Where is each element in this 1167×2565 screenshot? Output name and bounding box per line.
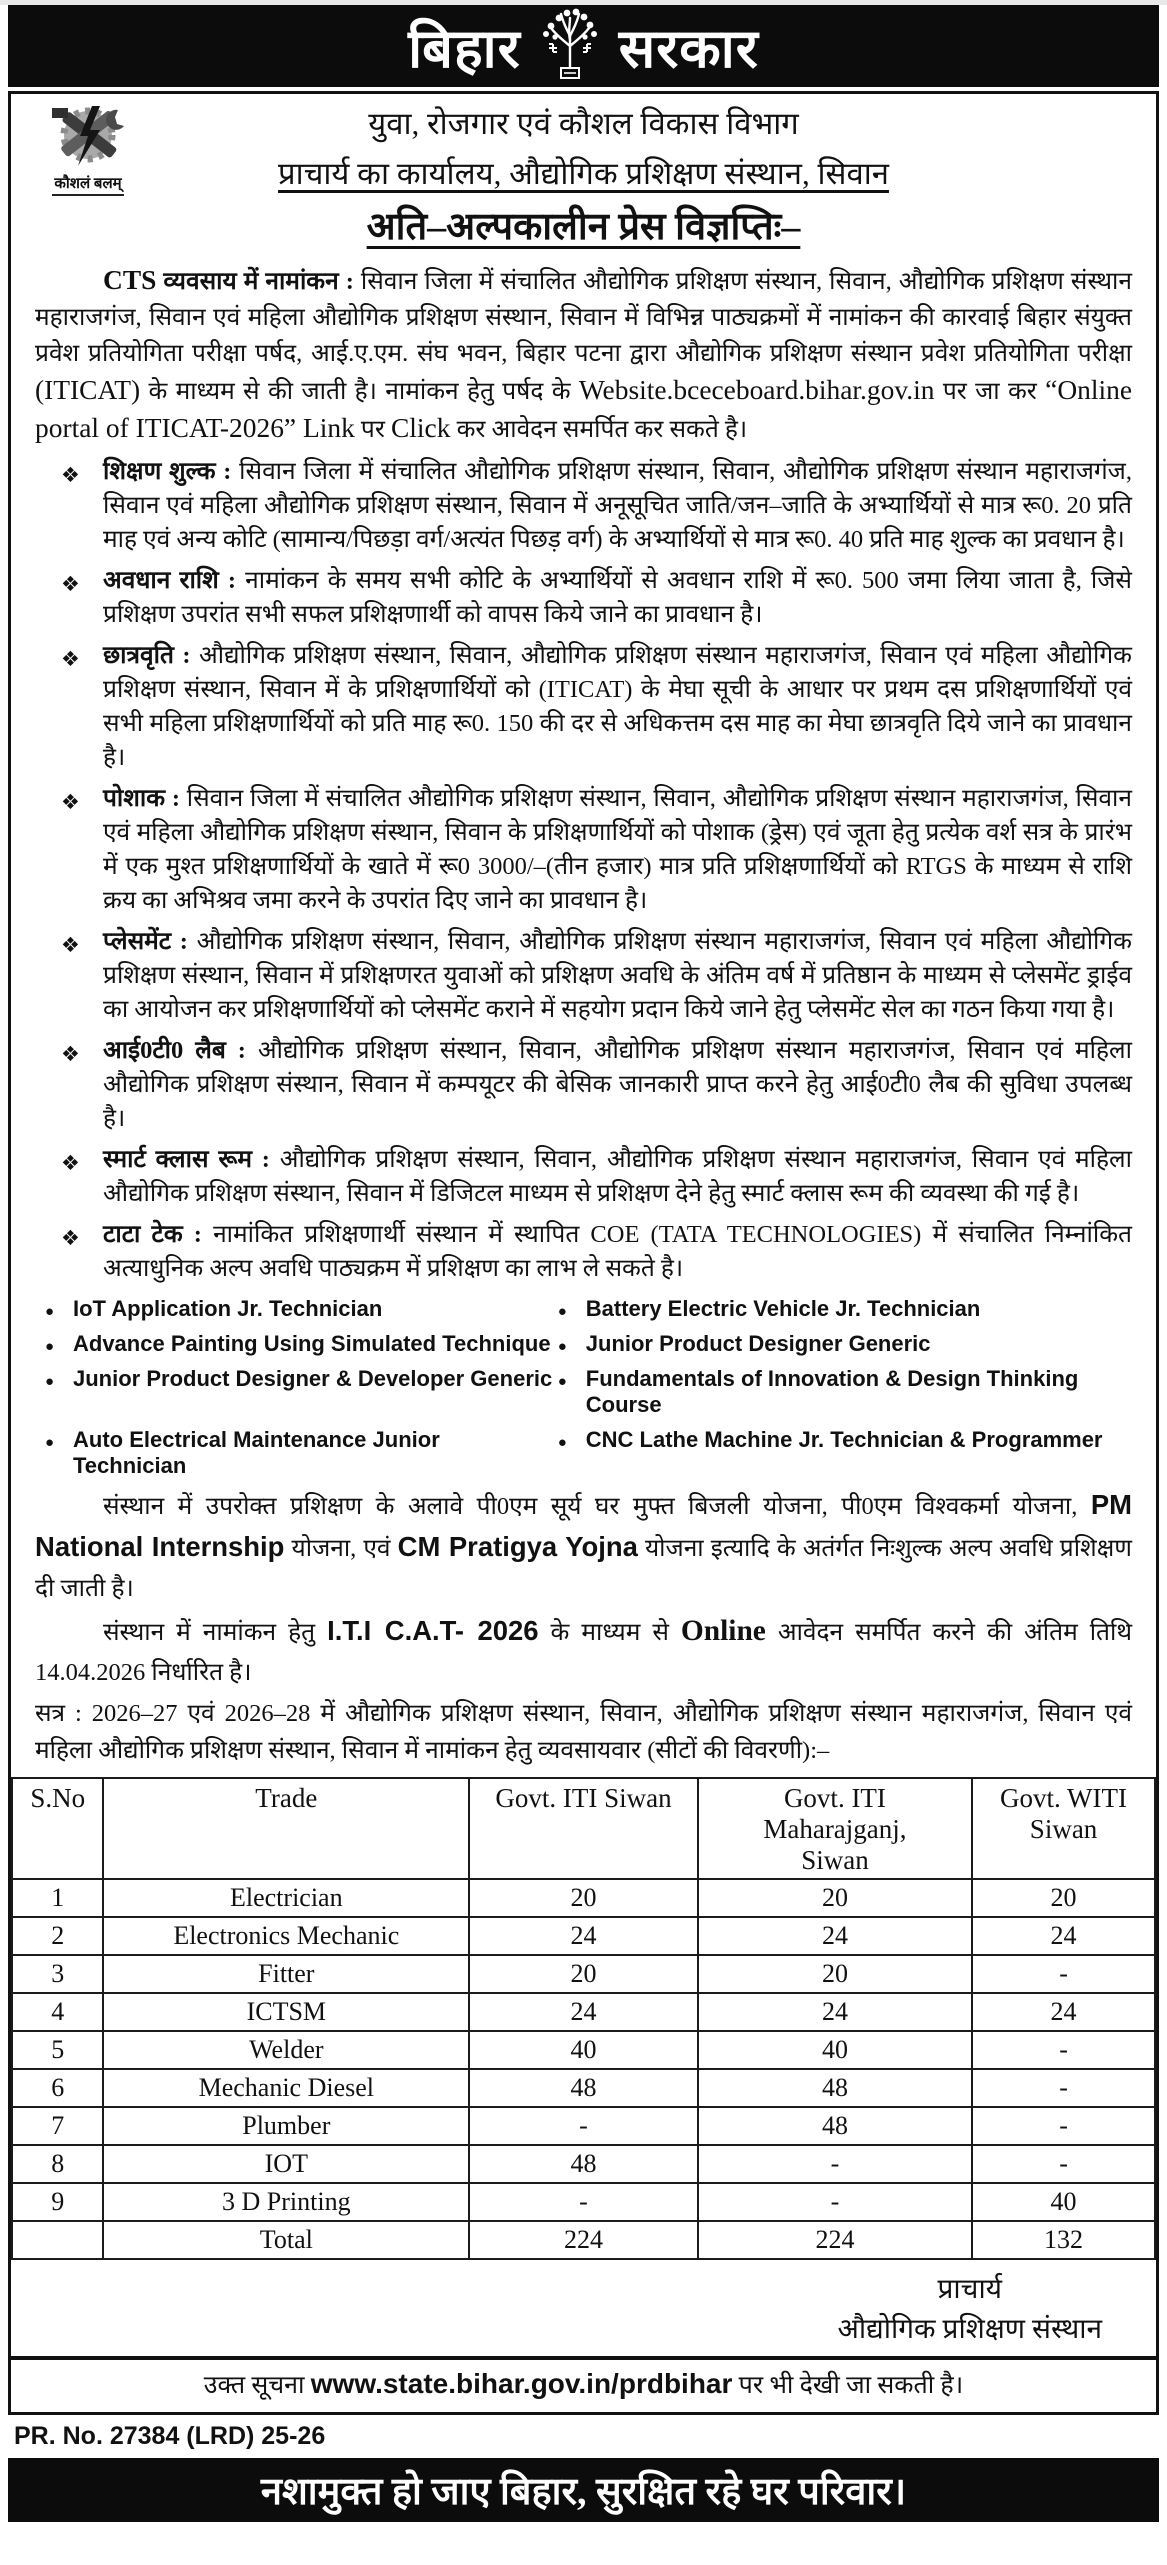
text-segment: उक्त सूचना bbox=[203, 2372, 311, 2399]
table-cell: 40 bbox=[469, 2031, 698, 2069]
diamond-bullet-icon: ❖ bbox=[61, 1226, 80, 1250]
table-cell: - bbox=[698, 2183, 972, 2221]
benefit-list bbox=[35, 455, 1132, 1286]
table-cell: - bbox=[972, 1955, 1155, 1993]
table-cell: - bbox=[469, 2183, 698, 2221]
text-segment: के माध्यम से bbox=[538, 1619, 681, 1646]
press-release-page bbox=[0, 5, 1167, 2565]
text-segment: संस्थान में नामांकन हेतु bbox=[103, 1619, 328, 1646]
table-header-cell: Trade bbox=[103, 1778, 469, 1879]
bullet-dot-icon: ● bbox=[45, 1303, 55, 1320]
bullet-text: सिवान जिला में संचालित औद्योगिक प्रशिक्षण संस्थान, सिवान, औद्योगिक प्रशिक्षण संस्थान महाराजगंज, सिवान एवं महिला औद्योगिक प्रशिक्षण संस्थान, सिवान के प्रशिक्षणार्थियों को पोशाक (ड्रेस) एवं जूता हेतु प्रत्येक वर्श सत्र के प्रारंभ में एक मुश्त प्रशिक्षणार्थियों के खाते में रू0 3000/–(तीन हजार) मात्र प्रति प्रशिक्षणार्थियों को RTGS के माध्यम से राशि क्रय का अभिश्रव जमा करने के उपरांत दिए जाने का प्रावधान है। bbox=[103, 785, 1132, 914]
course-list bbox=[41, 1296, 1132, 1479]
text-segment: www.state.bihar.gov.in/prdbihar bbox=[310, 2368, 733, 2399]
course-name: Fundamentals of Innovation & Design Thinking Course bbox=[585, 1366, 1079, 1417]
document-frame bbox=[8, 91, 1159, 2415]
table-cell: 4 bbox=[12, 1993, 103, 2031]
table-cell: 5 bbox=[12, 2031, 103, 2069]
signature-block bbox=[35, 2260, 1132, 2356]
table-cell: 9 bbox=[12, 2183, 103, 2221]
table-row bbox=[12, 1917, 1155, 1955]
footer-note bbox=[35, 2360, 1132, 2412]
banner-word-bihar: बिहार bbox=[408, 19, 521, 79]
bullet-label: आई0टी0 लैब : bbox=[103, 1037, 258, 1064]
bullet-label: स्मार्ट क्लास रूम : bbox=[103, 1146, 280, 1173]
table-cell: IOT bbox=[103, 2145, 469, 2183]
department-emblem bbox=[29, 104, 147, 196]
course-item bbox=[41, 1296, 554, 1322]
deadline-paragraph bbox=[35, 1611, 1132, 1693]
table-cell: 24 bbox=[972, 1993, 1155, 2031]
table-cell: Plumber bbox=[103, 2107, 469, 2145]
table-cell: 24 bbox=[469, 1917, 698, 1955]
table-header-cell: S.No bbox=[12, 1778, 103, 1879]
text-segment: आवेदन समर्पित करने की अंतिम तिथि 14.04.2026 निर्धारित है। bbox=[35, 1619, 1133, 1686]
table-row bbox=[12, 2183, 1155, 2221]
session-paragraph: सत्र : 2026–27 एवं 2026–28 में औद्योगिक प्रशिक्षण संस्थान, सिवान, औद्योगिक प्रशिक्षण संस्थान महाराजगंज, सिवान एवं महिला औद्योगिक प्रशिक्षण संस्थान, सिवान में नामांकन हेतु व्यवसायवार (सीटों की विवरणी):– bbox=[35, 1700, 1132, 1764]
bullet-label: अवधान राशि : bbox=[103, 567, 246, 594]
diamond-bullet-icon: ❖ bbox=[61, 647, 80, 671]
office-title: प्राचार्य का कार्यालय, औद्योगिक प्रशिक्षण संस्थान, सिवान bbox=[278, 156, 889, 191]
text-segment: CM Pratigya Yojna bbox=[397, 1531, 638, 1562]
table-cell: 40 bbox=[972, 2183, 1155, 2221]
letterhead bbox=[35, 100, 1132, 250]
table-cell: 224 bbox=[469, 2221, 698, 2259]
bullet-dot-icon: ● bbox=[45, 1373, 55, 1390]
bullet-dot-icon: ● bbox=[45, 1434, 55, 1451]
text-segment: CTS bbox=[103, 265, 157, 295]
text-segment: (ITICAT) bbox=[35, 375, 141, 405]
table-cell: - bbox=[972, 2145, 1155, 2183]
bullet-label: शिक्षण शुल्क : bbox=[103, 458, 240, 485]
signature-principal: प्राचार्य bbox=[937, 2274, 1002, 2305]
bullet-text: औद्योगिक प्रशिक्षण संस्थान, सिवान, औद्योगिक प्रशिक्षण संस्थान महाराजगंज, सिवान एवं महिला औद्योगिक प्रशिक्षण संस्थान, सिवान में के प्रशिक्षणार्थियों को (ITICAT) के मेघा सूची के आधार पर प्रथम दस प्रशिक्षणार्थियों एवं सभी महिला प्रशिक्षणार्थियों को प्रति माह रू0. 150 की दर से अधिकत्तम दस माह का मेघा छात्रवृति दिये जाने का प्रावधान है। bbox=[103, 642, 1132, 771]
total-row bbox=[12, 2221, 1155, 2259]
table-row bbox=[12, 2031, 1155, 2069]
intro-paragraph bbox=[35, 262, 1132, 448]
table-header-cell: Govt. ITI Siwan bbox=[469, 1778, 698, 1879]
table-cell: 2 bbox=[12, 1917, 103, 1955]
table-cell: 48 bbox=[469, 2145, 698, 2183]
bottom-banner-slogan: नशामुक्त हो जाए बिहार, सुरक्षित रहे घर परिवार। bbox=[260, 2471, 907, 2513]
course-item bbox=[41, 1366, 554, 1418]
course-item bbox=[554, 1296, 1132, 1322]
course-name: Battery Electric Vehicle Jr. Technician bbox=[585, 1296, 981, 1321]
list-item bbox=[35, 782, 1132, 918]
table-cell: 6 bbox=[12, 2069, 103, 2107]
bullet-text: औद्योगिक प्रशिक्षण संस्थान, सिवान, औद्योगिक प्रशिक्षण संस्थान महाराजगंज, सिवान एवं महिला औद्योगिक प्रशिक्षण संस्थान, सिवान में प्रशिक्षणरत युवाओं को प्रशिक्षण अवधि के अंतिम वर्ष में प्रतिष्ठान के माध्यम से प्लेसमेंट ड्राईव का आयोजन कर प्रशिक्षणार्थियों को प्लेसमेंट कराने में सहयोग प्रदान किये जाने हेतु प्लेसमेंट सेल का गठन किया गया है। bbox=[103, 928, 1132, 1023]
table-cell: 24 bbox=[698, 1993, 972, 2031]
table-cell: 20 bbox=[972, 1879, 1155, 1917]
table-cell: 40 bbox=[698, 2031, 972, 2069]
pr-number: PR. No. 27384 (LRD) 25-26 bbox=[14, 2422, 326, 2450]
table-cell: - bbox=[972, 2107, 1155, 2145]
table-row bbox=[12, 2069, 1155, 2107]
table-cell: 48 bbox=[469, 2069, 698, 2107]
text-segment: सिवान जिला में संचालित औद्योगिक प्रशिक्षण संस्थान, सिवान, औद्योगिक प्रशिक्षण संस्थान महाराजगंज, सिवान एवं महिला औद्योगिक प्रशिक्षण संस्थान, सिवान में विभिन्न पाठ्यक्रमों में नामांकन की कारवाई बिहार संयुक्त प्रवेश प्रतियोगिता परीक्षा पर्षद, आई.ए.एम. संघ भवन, बिहार पटना द्वारा औद्योगिक प्रशिक्षण संस्थान प्रवेश प्रतियोगिता परीक्षा bbox=[35, 268, 1132, 367]
table-row bbox=[12, 2145, 1155, 2183]
table-cell: Total bbox=[103, 2221, 469, 2259]
schemes-paragraph bbox=[35, 1485, 1132, 1609]
table-cell: 24 bbox=[698, 1917, 972, 1955]
list-item bbox=[35, 639, 1132, 775]
text-segment: पर भी देखी जा सकती है। bbox=[732, 2372, 964, 2399]
table-cell: - bbox=[698, 2145, 972, 2183]
table-header-row bbox=[12, 1778, 1155, 1879]
course-item bbox=[554, 1427, 1132, 1479]
text-segment: पर bbox=[354, 416, 391, 443]
table-cell: 3 bbox=[12, 1955, 103, 1993]
text-segment: Click bbox=[390, 413, 451, 443]
text-segment: “Online portal of ITICAT-2026” Link bbox=[35, 375, 1132, 443]
table-cell: Electrician bbox=[103, 1879, 469, 1917]
bullet-text: नामांकन के समय सभी कोटि के अभ्यार्थियों से अवधान राशि में रू0. 500 जमा लिया जाता है, जिसे प्रशिक्षण उपरांत सभी सफल प्रशिक्षणार्थी को वापस किये जाने का प्रावधान है। bbox=[103, 567, 1132, 628]
text-segment: योजना, एवं bbox=[284, 1535, 398, 1562]
table-cell: Fitter bbox=[103, 1955, 469, 1993]
bullet-text: औद्योगिक प्रशिक्षण संस्थान, सिवान, औद्योगिक प्रशिक्षण संस्थान महाराजगंज, सिवान एवं महिला औद्योगिक प्रशिक्षण संस्थान, सिवान में कम्पयूटर की बेसिक जानकारी प्राप्त करने हेतु आई0टी0 लैब की सुविधा उपलब्ध है। bbox=[103, 1037, 1132, 1132]
diamond-bullet-icon: ❖ bbox=[61, 790, 80, 814]
list-item bbox=[35, 1143, 1132, 1211]
notice-title: अति–अल्पकालीन प्रेस विज्ञप्तिः– bbox=[366, 206, 801, 248]
text-segment: पर जा कर bbox=[934, 378, 1046, 405]
bullet-text: नामांकित प्रशिक्षणार्थी संस्थान में स्थापित COE (TATA TECHNOLOGIES) में संचालित निम्नांकित अत्याधुनिक अल्प अवधि पाठ्यक्रम में प्रशिक्षण का लाभ ले सकते है। bbox=[103, 1221, 1132, 1282]
table-cell: - bbox=[972, 2069, 1155, 2107]
table-cell: 20 bbox=[698, 1879, 972, 1917]
table-cell: Electronics Mechanic bbox=[103, 1917, 469, 1955]
course-name: Junior Product Designer & Developer Generic bbox=[73, 1366, 553, 1391]
bullet-dot-icon: ● bbox=[557, 1338, 567, 1355]
signature-institute: औद्योगिक प्रशिक्षण संस्थान bbox=[837, 2314, 1102, 2345]
table-cell: 20 bbox=[698, 1955, 972, 1993]
bullet-label: प्लेसमेंट : bbox=[103, 928, 197, 955]
bullet-dot-icon: ● bbox=[557, 1434, 567, 1451]
course-item bbox=[41, 1427, 554, 1479]
table-cell: 3 D Printing bbox=[103, 2183, 469, 2221]
bullet-text: औद्योगिक प्रशिक्षण संस्थान, सिवान, औद्योगिक प्रशिक्षण संस्थान महाराजगंज, सिवान एवं महिला औद्योगिक प्रशिक्षण संस्थान, सिवान में डिजिटल माध्यम से प्रशिक्षण देने हेतु स्मार्ट क्लास रूम की व्यवस्था की गई है। bbox=[103, 1146, 1132, 1207]
bottom-banner bbox=[8, 2458, 1159, 2522]
diamond-bullet-icon: ❖ bbox=[61, 572, 80, 596]
table-cell: Mechanic Diesel bbox=[103, 2069, 469, 2107]
table-cell: Welder bbox=[103, 2031, 469, 2069]
table-cell: 7 bbox=[12, 2107, 103, 2145]
course-item bbox=[554, 1331, 1132, 1357]
diamond-bullet-icon: ❖ bbox=[61, 933, 80, 957]
course-name: CNC Lathe Machine Jr. Technician & Programmer bbox=[585, 1427, 1103, 1452]
table-cell: 48 bbox=[698, 2107, 972, 2145]
table-header-cell: Govt. ITI Maharajganj, Siwan bbox=[698, 1778, 972, 1879]
list-item bbox=[35, 455, 1132, 557]
table-row bbox=[12, 1955, 1155, 1993]
list-item bbox=[35, 925, 1132, 1027]
course-name: Auto Electrical Maintenance Junior Technician bbox=[73, 1427, 440, 1478]
bullet-dot-icon: ● bbox=[557, 1303, 567, 1320]
bullet-label: टाटा टेक : bbox=[103, 1221, 214, 1248]
text-segment: PM National Internship bbox=[35, 1489, 1132, 1562]
course-name: Junior Product Designer Generic bbox=[585, 1331, 931, 1356]
table-cell: 1 bbox=[12, 1879, 103, 1917]
table-cell: 224 bbox=[698, 2221, 972, 2259]
text-segment: Website.bceceboard.bihar.gov.in bbox=[578, 375, 935, 405]
bullet-dot-icon: ● bbox=[557, 1373, 567, 1390]
table-cell: 20 bbox=[469, 1955, 698, 1993]
list-item bbox=[35, 1218, 1132, 1286]
table-cell: 8 bbox=[12, 2145, 103, 2183]
text-segment: के माध्यम से की जाती है। नामांकन हेतु पर्षद के bbox=[140, 378, 579, 405]
table-cell: 24 bbox=[972, 1917, 1155, 1955]
text-segment: Online bbox=[680, 1615, 766, 1647]
bullet-dot-icon: ● bbox=[45, 1338, 55, 1355]
course-name: IoT Application Jr. Technician bbox=[73, 1296, 383, 1321]
table-cell: 48 bbox=[698, 2069, 972, 2107]
text-segment: व्यवसाय में नामांकन : bbox=[156, 268, 361, 295]
table-cell bbox=[12, 2221, 103, 2259]
table-cell: ICTSM bbox=[103, 1993, 469, 2031]
table-cell: 24 bbox=[469, 1993, 698, 2031]
diamond-bullet-icon: ❖ bbox=[61, 1151, 80, 1175]
bodhi-tree-icon bbox=[537, 6, 603, 87]
bullet-label: छात्रवृति : bbox=[103, 642, 200, 669]
table-row bbox=[12, 1879, 1155, 1917]
table-cell: 132 bbox=[972, 2221, 1155, 2259]
skill-tools-emblem-icon bbox=[40, 157, 136, 174]
table-cell: - bbox=[972, 2031, 1155, 2069]
table-cell: - bbox=[469, 2107, 698, 2145]
table-row bbox=[12, 1993, 1155, 2031]
list-item bbox=[35, 1034, 1132, 1136]
text-segment: I.T.I C.A.T- 2026 bbox=[327, 1615, 539, 1646]
top-banner bbox=[8, 5, 1159, 87]
course-item bbox=[554, 1366, 1132, 1418]
diamond-bullet-icon: ❖ bbox=[61, 463, 80, 487]
table-header-cell: Govt. WITI Siwan bbox=[972, 1778, 1155, 1879]
list-item bbox=[35, 564, 1132, 632]
diamond-bullet-icon: ❖ bbox=[61, 1042, 80, 1066]
department-title: युवा, रोजगार एवं कौशल विकास विभाग bbox=[368, 106, 799, 141]
banner-word-sarkar: सरकार bbox=[618, 19, 759, 79]
bullet-label: पोशाक : bbox=[103, 785, 187, 812]
course-item bbox=[41, 1331, 554, 1357]
seats-table bbox=[11, 1777, 1156, 2260]
table-row bbox=[12, 2107, 1155, 2145]
text-segment: संस्थान में उपरोक्त प्रशिक्षण के अलावे पी0एम सूर्य घर मुफ्त बिजली योजना, पी0एम विश्वकर्मा योजना, bbox=[103, 1493, 1091, 1520]
bullet-text: सिवान जिला में संचालित औद्योगिक प्रशिक्षण संस्थान, सिवान, औद्योगिक प्रशिक्षण संस्थान महाराजगंज, सिवान एवं महिला औद्योगिक प्रशिक्षण संस्थान, सिवान में अनूसूचित जाति/जन–जाति के अभ्यार्थियों से मात्र रू0. 20 प्रति माह एवं अन्य कोटि (सामान्य/पिछड़ा वर्ग/अत्यंत पिछड़ वर्ग) के अभ्यार्थियों से मात्र रू0. 40 प्रति माह शुल्क का प्रवधान है। bbox=[103, 458, 1132, 553]
emblem-caption: कौशलं बलम् bbox=[52, 176, 123, 196]
text-segment: कर आवेदन समर्पित कर सकते है। bbox=[450, 416, 748, 443]
text-segment: योजना इत्यादि के अतंर्गत निःशुल्क अल्प अवधि प्रशिक्षण दी जाती है। bbox=[35, 1535, 1132, 1602]
course-name: Advance Painting Using Simulated Technique bbox=[73, 1331, 551, 1356]
table-cell: 20 bbox=[469, 1879, 698, 1917]
